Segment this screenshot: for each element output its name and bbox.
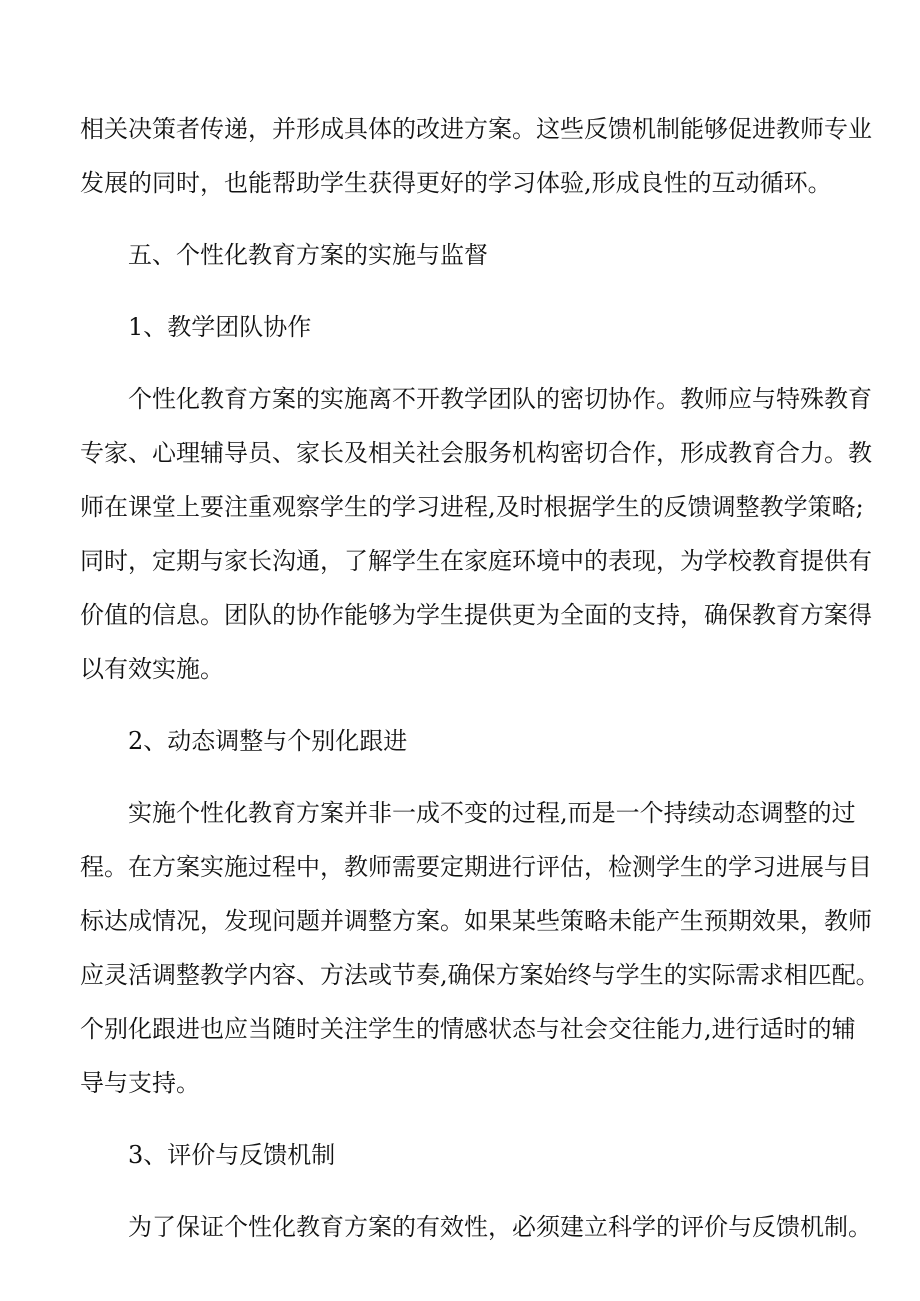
subsection-heading-2: 2、动态调整与个别化跟进 [128,727,408,755]
paragraph-line: 程。在方案实施过程中，教师需要定期进行评估，检测学生的学习进展与目 [80,853,872,881]
paragraph-continuation [80,102,872,210]
paragraph-line: 实施个性化教育方案并非一成不变的过程,而是一个持续动态调整的过 [128,799,856,827]
paragraph-line: 应灵活调整教学内容、方法或节奏,确保方案始终与学生的实际需求相匹配。 [80,961,880,989]
paragraph-line: 发展的同时，也能帮助学生获得更好的学习体验,形成良性的互动循环。 [80,169,832,197]
paragraph-line: 相关决策者传递，并形成具体的改进方案。这些反馈机制能够促进教师专业 [80,115,872,143]
paragraph-line: 个性化教育方案的实施离不开教学团队的密切协作。教师应与特殊教育 [128,385,872,413]
paragraph-line: 标达成情况，发现问题并调整方案。如果某些策略未能产生预期效果，教师 [80,907,872,935]
paragraph-line: 师在课堂上要注重观察学生的学习进程,及时根据学生的反馈调整教学策略; [80,493,864,521]
paragraph-team-collaboration [80,372,872,696]
paragraph-evaluation [80,1200,872,1254]
paragraph-line: 同时，定期与家长沟通，了解学生在家庭环境中的表现，为学校教育提供有 [80,547,872,575]
subsection-heading-1: 1、教学团队协作 [128,313,312,341]
paragraph-line: 导与支持。 [80,1069,200,1097]
paragraph-line: 个别化跟进也应当随时关注学生的情感状态与社会交往能力,进行适时的辅 [80,1015,856,1043]
paragraph-line: 价值的信息。团队的协作能够为学生提供更为全面的支持，确保教育方案得 [80,601,872,629]
subsection-heading-3: 3、评价与反馈机制 [128,1141,336,1169]
paragraph-line: 为了保证个性化教育方案的有效性，必须建立科学的评价与反馈机制。 [128,1213,872,1241]
paragraph-dynamic-adjustment [80,786,880,1110]
paragraph-line: 以有效实施。 [80,655,224,683]
paragraph-line: 专家、心理辅导员、家长及相关社会服务机构密切合作，形成教育合力。教 [80,439,872,467]
section-heading: 五、个性化教育方案的实施与监督 [128,241,488,269]
